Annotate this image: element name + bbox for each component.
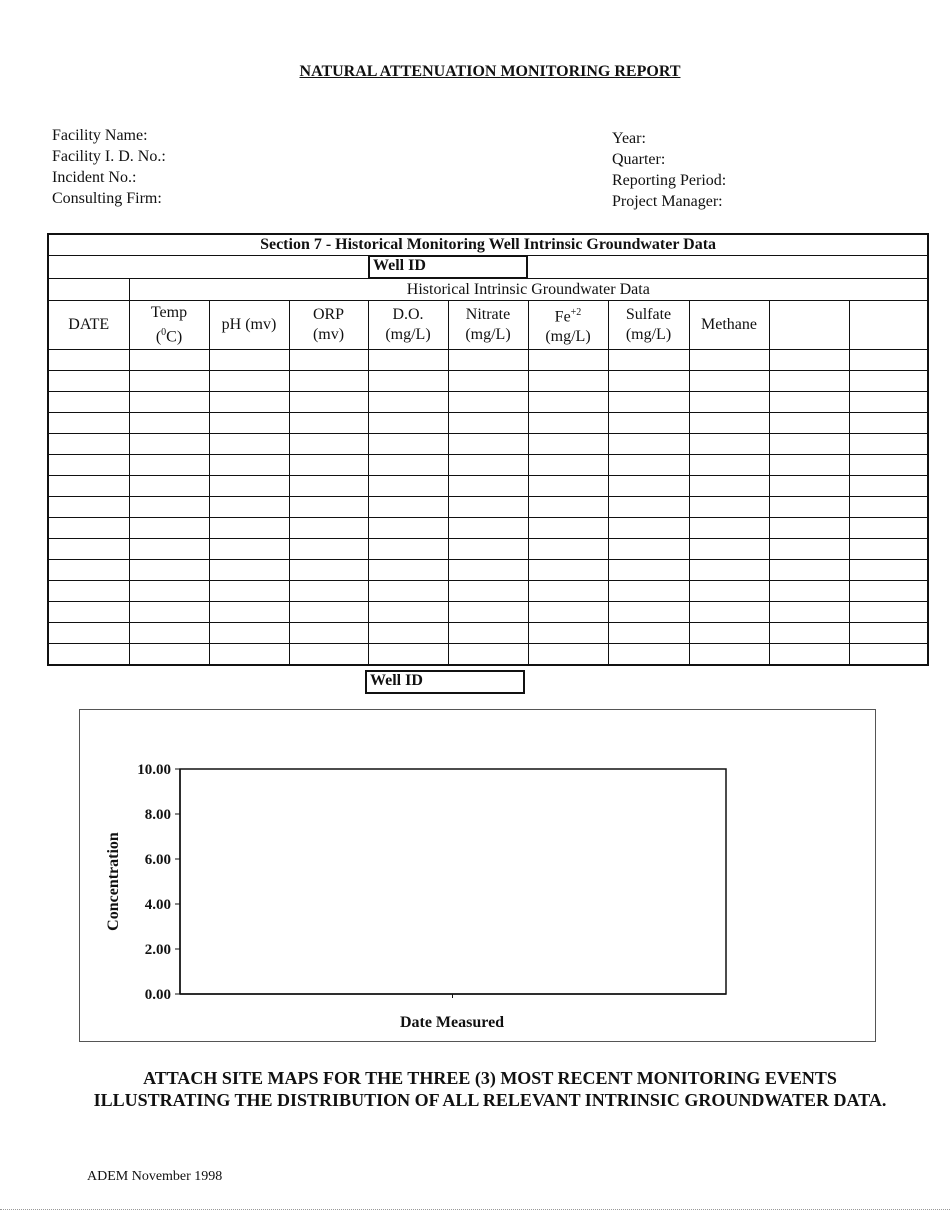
table-cell [209,539,289,560]
table-cell [448,455,528,476]
table-cell [769,350,849,371]
table-row [48,518,928,539]
table-cell [368,371,448,392]
table-cell [769,560,849,581]
table-cell [289,518,368,539]
table-cell [48,434,129,455]
table-cell [129,413,209,434]
table-cell [129,644,209,666]
table-cell [448,392,528,413]
data-rows [48,350,928,666]
table-cell [368,497,448,518]
table-cell [129,623,209,644]
table-cell [289,392,368,413]
table-cell [289,476,368,497]
table-cell [448,644,528,666]
well-id-box-top [368,255,528,279]
col-methane [689,301,769,350]
table-cell [368,476,448,497]
historical-data-subheader: Historical Intrinsic Groundwater Data [129,279,928,301]
quarter-label: Quarter: [612,151,666,168]
table-cell [769,539,849,560]
table-cell [689,560,769,581]
chart-frame [79,709,876,1042]
table-cell [689,350,769,371]
header-fields-right [612,128,726,212]
table-cell [448,602,528,623]
table-cell [528,602,608,623]
table-cell [608,623,689,644]
table-cell [48,539,129,560]
table-cell [48,581,129,602]
table-cell [289,413,368,434]
y-axis-title: Concentration [105,832,122,931]
col-fe [528,301,608,350]
table-cell [289,371,368,392]
table-cell [689,434,769,455]
table-cell [769,518,849,539]
consulting-firm-label: Consulting Firm: [52,190,162,207]
col-ph [209,301,289,350]
table-cell [528,518,608,539]
table-cell [608,518,689,539]
table-cell [448,623,528,644]
table-cell [849,413,928,434]
table-cell [849,455,928,476]
table-cell [209,455,289,476]
table-cell [608,350,689,371]
table-cell [289,581,368,602]
table-cell [289,350,368,371]
col-methane-label: Methane [701,316,757,333]
table-cell [608,560,689,581]
table-cell [209,413,289,434]
table-cell [368,560,448,581]
y-tick-label: 8.00 [144,807,171,823]
y-tick-label: 0.00 [144,987,171,1003]
table-cell [209,560,289,581]
y-tick-label: 6.00 [144,852,171,868]
table-cell [129,497,209,518]
table-cell [289,539,368,560]
table-cell [368,539,448,560]
table-cell [209,623,289,644]
table-cell [368,623,448,644]
col-temp-label: Temp [150,303,188,321]
table-row [48,623,928,644]
footer-instruction [0,1067,950,1111]
table-cell [528,581,608,602]
table-cell [769,371,849,392]
col-orp-unit: (mv) [312,326,345,343]
table-cell [689,623,769,644]
table-cell [849,644,928,666]
table-row [48,371,928,392]
x-axis-title: Date Measured [399,1014,505,1031]
table-row [48,539,928,560]
table-cell [48,455,129,476]
table-cell [769,623,849,644]
table-cell [48,350,129,371]
table-cell [209,518,289,539]
table-cell [849,497,928,518]
table-cell [48,518,129,539]
table-cell [528,455,608,476]
table-cell [368,518,448,539]
col-do-label: D.O. [392,306,424,323]
table-cell [528,350,608,371]
table-cell [129,602,209,623]
table-row [48,413,928,434]
table-cell [849,539,928,560]
table-cell [769,602,849,623]
reporting-period-label: Reporting Period: [612,172,727,189]
table-cell [368,455,448,476]
table-cell [368,350,448,371]
table-cell [608,644,689,666]
y-tick-label: 10.00 [137,762,171,778]
col-nitrate-label: Nitrate [465,306,511,323]
table-cell [849,560,928,581]
table-row [48,434,928,455]
table-row [48,392,928,413]
table-cell [849,371,928,392]
table-cell [608,371,689,392]
table-cell [129,455,209,476]
table-cell [769,455,849,476]
table-cell [209,392,289,413]
table-cell [608,602,689,623]
table-cell [769,644,849,666]
table-cell [289,455,368,476]
table-cell [48,497,129,518]
table-cell [129,350,209,371]
col-sulfate-unit: (mg/L) [625,326,672,343]
col-date-label: DATE [68,316,110,333]
table-cell [368,602,448,623]
col-ph-label: pH (mv) [221,316,277,333]
table-cell [289,434,368,455]
table-cell [528,434,608,455]
col-temp-unit: ($^0$C) [155,326,183,346]
year-label: Year: [612,130,646,147]
table-cell [528,623,608,644]
table-cell [448,371,528,392]
table-cell [769,497,849,518]
col-temp [129,301,209,350]
facility-name-label: Facility Name: [52,127,148,144]
table-cell [448,476,528,497]
table-cell [48,413,129,434]
table-row [48,455,928,476]
table-cell [209,434,289,455]
table-cell [689,371,769,392]
facility-id-label: Facility I. D. No.: [52,148,166,165]
table-cell [849,434,928,455]
table-cell [849,602,928,623]
table-cell [129,518,209,539]
table-cell [48,392,129,413]
table-cell [608,539,689,560]
table-cell [129,539,209,560]
table-cell [448,434,528,455]
report-title: NATURAL ATTENUATION MONITORING REPORT [299,63,681,80]
table-cell [448,560,528,581]
table-row [48,476,928,497]
y-tick-label: 4.00 [144,897,171,913]
project-manager-label: Project Manager: [612,193,723,210]
table-cell [209,581,289,602]
footer-line-1: ATTACH SITE MAPS FOR THE THREE (3) MOST RECENT MONITORING EVENTS [143,1068,837,1088]
footer-line-2: ILLUSTRATING THE DISTRIBUTION OF ALL RELEVANT INTRINSIC GROUNDWATER DATA. [93,1090,887,1110]
section-title: Section 7 - Historical Monitoring Well Intrinsic Groundwater Data [48,234,928,256]
column-header-row [48,301,928,350]
table-cell [769,392,849,413]
table-cell [368,644,448,666]
table-cell [849,623,928,644]
table-cell [849,392,928,413]
table-cell [448,497,528,518]
table-row [48,602,928,623]
table-row [48,644,928,666]
table-cell [448,539,528,560]
table-cell [368,413,448,434]
table-cell [528,539,608,560]
table-cell [289,623,368,644]
table-cell [689,602,769,623]
table-row [48,497,928,518]
page-edge [0,1209,950,1210]
table-cell [209,602,289,623]
table-cell [129,476,209,497]
table-cell [48,623,129,644]
table-cell [129,434,209,455]
table-cell [608,434,689,455]
table-cell [368,581,448,602]
table-cell [689,497,769,518]
table-cell [48,476,129,497]
table-row [48,560,928,581]
table-cell [209,644,289,666]
table-cell [129,392,209,413]
table-cell [129,581,209,602]
concentration-chart [80,710,877,1043]
table-cell [209,371,289,392]
table-cell [129,371,209,392]
table-cell [528,644,608,666]
col-nitrate-unit: (mg/L) [465,326,511,343]
table-cell [368,392,448,413]
table-cell [689,455,769,476]
groundwater-data-table [47,233,929,666]
table-row [48,581,928,602]
table-cell [289,497,368,518]
plot-area [180,769,726,994]
col-orp [289,301,368,350]
table-cell [448,518,528,539]
blank-cell [48,279,129,301]
table-cell [129,560,209,581]
table-cell [289,602,368,623]
table-cell [48,560,129,581]
col-date [48,301,129,350]
table-cell [289,560,368,581]
col-orp-label: ORP [312,306,345,323]
table-cell [48,371,129,392]
table-cell [289,644,368,666]
table-cell [608,455,689,476]
table-cell [689,476,769,497]
col-fe-unit: (mg/L) [545,328,591,346]
table-cell [689,392,769,413]
col-fe-label: $Fe^{+2}$ [554,306,582,326]
col-blank-2 [849,301,928,350]
table-cell [849,581,928,602]
table-cell [769,413,849,434]
table-cell [849,350,928,371]
table-cell [608,581,689,602]
table-cell [689,581,769,602]
table-cell [689,413,769,434]
table-cell [528,371,608,392]
table-cell [849,518,928,539]
table-cell [368,434,448,455]
well-id-label-chart: Well ID [370,672,423,689]
table-cell [769,476,849,497]
table-cell [209,497,289,518]
form-credit: ADEM November 1998 [87,1169,223,1184]
well-id-label-top: Well ID [373,257,426,274]
table-cell [448,413,528,434]
table-cell [689,518,769,539]
table-cell [608,476,689,497]
table-cell [528,497,608,518]
table-cell [209,476,289,497]
table-cell [608,497,689,518]
table-cell [689,539,769,560]
col-do [368,301,448,350]
table-cell [528,413,608,434]
col-blank-1 [769,301,849,350]
table-cell [209,350,289,371]
table-cell [48,602,129,623]
table-cell [528,392,608,413]
col-do-unit: (mg/L) [385,326,431,343]
table-cell [448,350,528,371]
header-fields-left [52,125,166,209]
table-cell [769,434,849,455]
col-nitrate [448,301,528,350]
table-cell [448,581,528,602]
table-cell [849,476,928,497]
table-cell [608,413,689,434]
table-cell [608,392,689,413]
incident-no-label: Incident No.: [52,169,137,186]
table-cell [48,644,129,666]
col-sulfate [608,301,689,350]
well-id-box-chart [365,670,525,694]
table-row [48,350,928,371]
table-cell [528,476,608,497]
y-tick-label: 2.00 [144,942,171,958]
table-cell [769,581,849,602]
table-cell [689,644,769,666]
table-cell [528,560,608,581]
col-sulfate-label: Sulfate [625,306,672,323]
